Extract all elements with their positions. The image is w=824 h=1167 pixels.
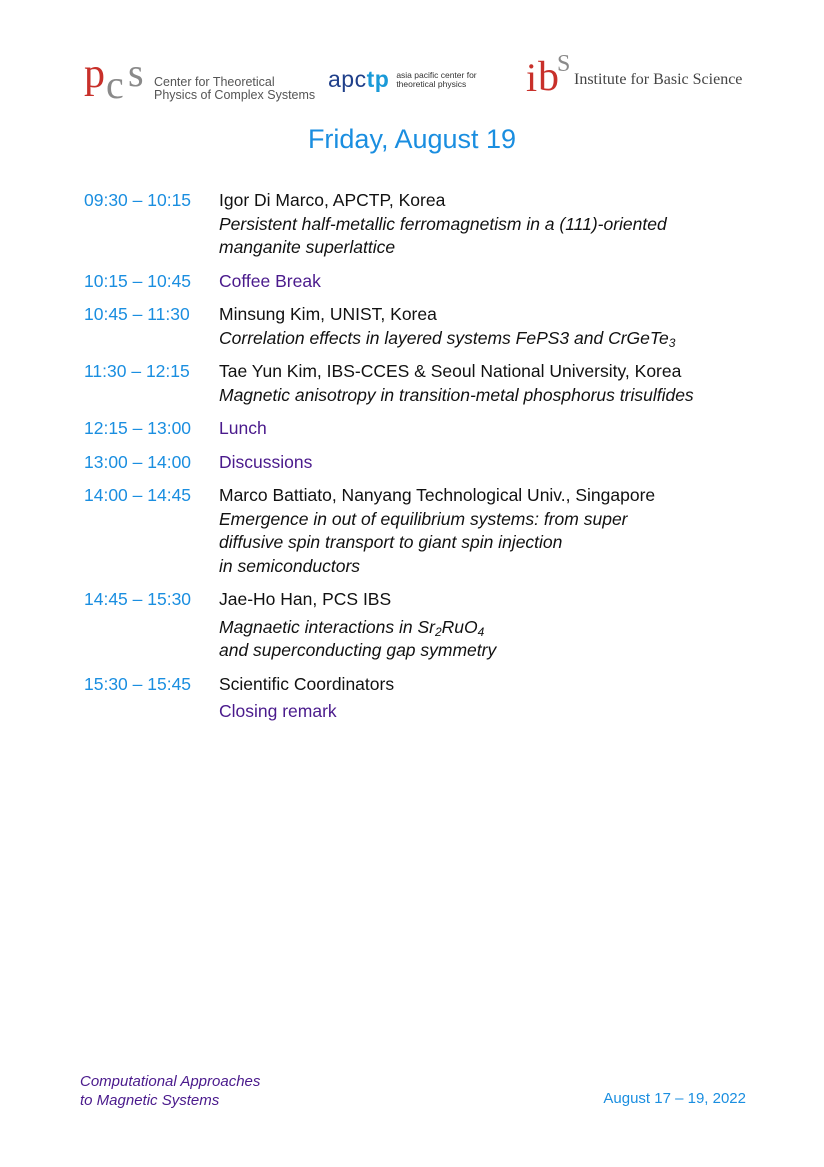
schedule-slot xyxy=(84,303,764,350)
slot-speaker: Igor Di Marco, APCTP, Korea xyxy=(219,190,446,210)
slot-time: 14:00 – 14:45 xyxy=(84,485,192,505)
slot-time: 09:30 – 10:15 xyxy=(84,190,192,210)
schedule-slot xyxy=(84,673,764,724)
slot-speaker: Tae Yun Kim, IBS-CCES & Seoul National University, Korea xyxy=(219,361,682,381)
slot-talk-line: Correlation effects in layered systems FePS3 and CrGeTe$_3$ xyxy=(219,327,676,350)
apctp-logo-mark: apctp xyxy=(328,66,390,92)
schedule-slot xyxy=(84,417,764,441)
slot-time: 11:30 – 12:15 xyxy=(84,361,190,381)
page-title: Friday, August 19 xyxy=(307,124,517,154)
slot-time: 10:15 – 10:45 xyxy=(84,270,192,291)
slot-talk-line: Magnetic anisotropy in transition-metal phosphorus trisulfides xyxy=(219,384,694,405)
footer-conference-title xyxy=(80,1073,260,1110)
slot-talk-line: and superconducting gap symmetry xyxy=(219,640,497,660)
schedule-slot xyxy=(84,189,764,260)
schedule-slot xyxy=(84,588,764,663)
footer-line1: Computational Approaches xyxy=(80,1073,261,1090)
pcs-line2: Physics of Complex Systems xyxy=(154,88,316,102)
ibs-logo-mark: i b S xyxy=(526,51,571,100)
pcs-logo-mark: p c s xyxy=(84,50,144,107)
slot-event: Closing remark xyxy=(219,701,337,721)
slot-event: Coffee Break xyxy=(219,270,321,291)
slot-time: 10:45 – 11:30 xyxy=(84,304,190,324)
slot-talk-line: diffusive spin transport to giant spin injection xyxy=(219,532,563,552)
slot-speaker: Minsung Kim, UNIST, Korea xyxy=(219,304,437,324)
slot-event: Discussions xyxy=(219,451,313,472)
slot-talk-line: manganite superlattice xyxy=(219,237,396,257)
pcs-line1: Center for Theoretical xyxy=(154,75,275,89)
slot-time: 15:30 – 15:45 xyxy=(84,673,192,694)
schedule-slot xyxy=(84,360,764,407)
slot-talk-line: Magnaetic interactions in $Sr_2RuO_4$ xyxy=(219,616,485,639)
slot-talk-line: Persistent half-metallic ferromagnetism in a (111)-oriented xyxy=(219,213,667,234)
footer-line2: to Magnetic Systems xyxy=(80,1091,220,1109)
apctp-logo xyxy=(328,66,477,93)
pcs-logo-text xyxy=(154,54,315,102)
schedule-slot xyxy=(84,451,764,475)
pcs-logo xyxy=(84,50,316,107)
slot-talk-line: in semiconductors xyxy=(219,555,361,576)
apctp-line1: asia pacific center for xyxy=(396,69,477,80)
schedule-slot xyxy=(84,270,764,294)
slot-time: 12:15 – 13:00 xyxy=(84,418,192,438)
apctp-logo-text xyxy=(396,71,476,89)
footer-dates: August 17 – 19, 2022 xyxy=(603,1090,746,1107)
header-logos xyxy=(0,52,824,108)
schedule-list xyxy=(84,189,764,734)
slot-speaker: Scientific Coordinators xyxy=(219,673,395,694)
slot-event: Lunch xyxy=(219,418,267,438)
slot-speaker: Jae-Ho Han, PCS IBS xyxy=(219,589,392,609)
schedule-slot xyxy=(84,484,764,578)
slot-speaker: Marco Battiato, Nanyang Technological Univ., Singapore xyxy=(219,485,656,505)
slot-time: 14:45 – 15:30 xyxy=(84,589,192,609)
slot-time: 13:00 – 14:00 xyxy=(84,451,192,472)
ibs-logo-text: Institute for Basic Science xyxy=(574,71,743,88)
ibs-logo xyxy=(526,51,743,102)
slot-talk-line: Emergence in out of equilibrium systems: from super xyxy=(219,508,628,529)
apctp-line2: theoretical physics xyxy=(396,78,467,89)
